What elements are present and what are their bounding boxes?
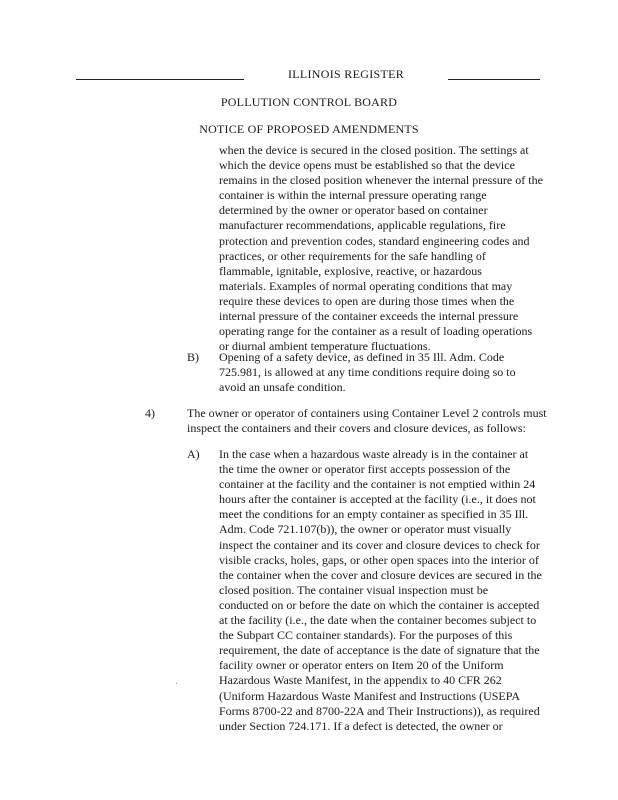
text-line: practices, or other requirements for the safe handling of <box>219 248 486 263</box>
text-line: (Uniform Hazardous Waste Manifest and Instructions (USEPA <box>219 688 520 703</box>
board-name: POLLUTION CONTROL BOARD <box>220 95 398 109</box>
text-line: meet the conditions for an empty container as specified in 35 Ill. <box>219 507 529 522</box>
text-line: inspect the containers and their covers and closure devices, as follows: <box>187 421 526 436</box>
text-line: 725.981, is allowed at any time conditions require doing so to <box>219 365 516 380</box>
text-line: the time the owner or operator first accepts possession of the <box>219 462 511 477</box>
item-b-paragraph <box>219 350 516 395</box>
text-line: the container when the cover and closure devices are secured in the <box>219 567 542 582</box>
register-title: ILLINOIS REGISTER <box>287 67 405 81</box>
text-line: hours after the container is accepted at the facility (i.e., it does not <box>219 492 536 507</box>
text-line: facility owner or operator enters on Item 20 of the Uniform <box>219 658 504 673</box>
text-line: materials. Examples of normal operating conditions that may <box>219 278 513 293</box>
text-line: In the case when a hazardous waste already is in the container at <box>219 447 529 461</box>
text-line: Opening of a safety device, as defined in 35 Ill. Adm. Code <box>219 350 505 364</box>
text-line: The owner or operator of containers using Container Level 2 controls must <box>187 406 547 420</box>
text-line: operating range for the container as a result of loading operations <box>219 324 533 339</box>
text-line: Forms 8700-22 and 8700-22A and Their Instructions)), as required <box>219 703 540 718</box>
text-line: closed position. The container visual inspection must be <box>219 582 489 597</box>
text-line: inspect the container and its cover and closure devices to check for <box>219 537 540 552</box>
text-line: require these devices to open are during those times when the <box>219 293 515 308</box>
item-b-label: B) <box>187 350 199 364</box>
text-line: conducted on or before the date on which the container is accepted <box>219 597 540 612</box>
header-rule-left <box>76 79 244 80</box>
text-line: container at the facility and the container is not emptied within 24 <box>219 477 536 492</box>
item-4-paragraph <box>187 406 547 436</box>
text-line: container is within the internal pressure operating range <box>219 188 487 203</box>
text-line: under Section 724.171. If a defect is detected, the owner or <box>219 718 503 733</box>
text-line: avoid an unsafe condition. <box>219 380 346 395</box>
text-line: the Subpart CC container standards). For the purposes of this <box>219 628 513 643</box>
text-line: visible cracks, holes, gaps, or other open spaces into the interior of <box>219 552 539 567</box>
text-line: internal pressure of the container exceeds the internal pressure <box>219 309 519 324</box>
text-line: remains in the closed position whenever the internal pressure of the <box>219 173 543 188</box>
text-line: when the device is secured in the closed position. The settings at <box>219 143 529 157</box>
item-4-label: 4) <box>145 406 155 420</box>
text-line: protection and prevention codes, standard engineering codes and <box>219 233 530 248</box>
text-line: determined by the owner or operator based on container <box>219 203 488 218</box>
text-line: flammable, ignitable, explosive, reactive, or hazardous <box>219 263 482 278</box>
header-rule-right <box>448 79 540 80</box>
text-line: manufacturer recommendations, applicable regulations, fire <box>219 218 506 233</box>
text-line: Adm. Code 721.107(b)), the owner or operator must visually <box>219 522 512 537</box>
item-a-paragraph <box>219 447 542 734</box>
text-line: or diurnal ambient temperature fluctuations. <box>219 339 431 354</box>
text-line: which the device opens must be established so that the device <box>219 158 515 173</box>
text-line: Hazardous Waste Manifest, in the appendix to 40 CFR 262 <box>219 673 502 688</box>
continuation-paragraph <box>219 143 543 354</box>
notice-heading: NOTICE OF PROPOSED AMENDMENTS <box>199 122 419 136</box>
item-a-label: A) <box>187 447 200 461</box>
scan-speck <box>176 683 177 684</box>
text-line: at the facility (i.e., the date when the container becomes subject to <box>219 613 537 628</box>
text-line: requirement, the date of acceptance is the date of signature that the <box>219 643 540 658</box>
